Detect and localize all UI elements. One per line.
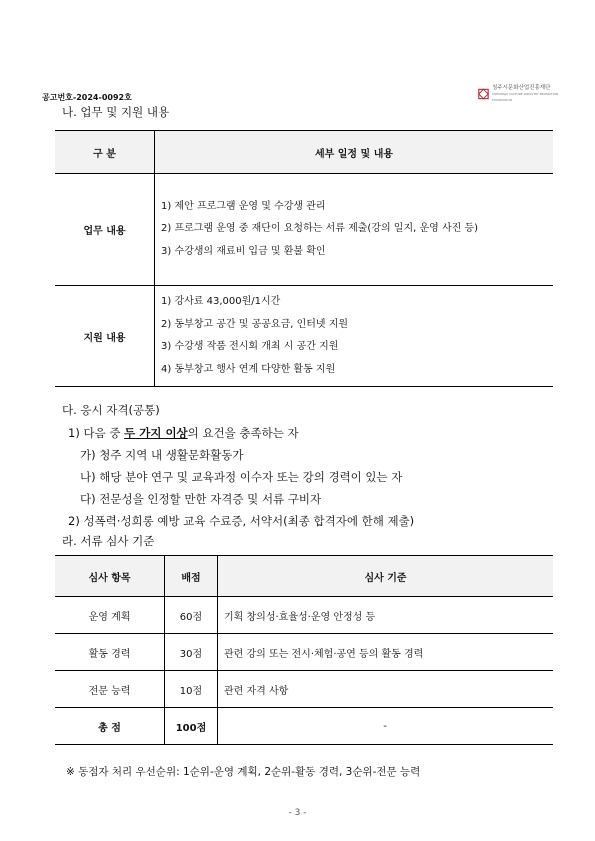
header-category: 구 분 bbox=[55, 131, 155, 174]
list-item: 3) 수강생 작품 전시회 개최 시 공간 지원 bbox=[161, 341, 339, 352]
section-na-title: 나. 업무 및 지원 내용 bbox=[62, 105, 170, 119]
cell-score: 10점 bbox=[165, 671, 218, 708]
section-ra-title: 라. 서류 심사 기준 bbox=[62, 534, 155, 548]
qualification-1-pre: 1) 다음 중 bbox=[68, 426, 125, 440]
qualification-sub-b: 나) 해당 분야 연구 및 교육과정 이수자 또는 강의 경력이 있는 자 bbox=[80, 470, 403, 484]
cell-score: 30점 bbox=[165, 634, 218, 671]
row-label-support: 지원 내용 bbox=[55, 286, 155, 387]
table-row bbox=[55, 174, 553, 286]
screening-criteria-table bbox=[55, 555, 553, 745]
row-label-duty: 업무 내용 bbox=[55, 174, 155, 286]
table-row bbox=[55, 634, 553, 671]
table-row bbox=[55, 671, 553, 708]
list-item: 2) 프로그램 운영 중 재단이 요청하는 서류 제출(강의 일지, 운영 사진 등) bbox=[161, 223, 479, 235]
list-item: 4) 동부창고 행사 연계 다양한 활동 지원 bbox=[161, 363, 336, 375]
header-score: 배점 bbox=[165, 556, 218, 597]
list-item: 2) 동부창고 공간 및 공공요금, 인터넷 지원 bbox=[161, 318, 349, 330]
total-label: 총 점 bbox=[55, 708, 165, 745]
qualification-sub-a: 가) 청주 지역 내 생활문화활동가 bbox=[80, 448, 244, 462]
qualification-1-post: 의 요건을 충족하는 자 bbox=[187, 426, 299, 440]
qualification-2: 2) 성폭력·성희롱 예방 교육 수료증, 서약서(최종 합격자에 한해 제출) bbox=[68, 514, 415, 528]
notice-number: 공고번호-2024-0092호 bbox=[42, 93, 132, 102]
table-header-row bbox=[55, 556, 553, 597]
cell-item: 전문 능력 bbox=[55, 671, 165, 708]
table-header-row bbox=[55, 131, 553, 174]
qualification-1-emphasis: 두 가지 이상 bbox=[124, 426, 188, 440]
header-item: 심사 항목 bbox=[55, 556, 165, 597]
header-criteria: 심사 기준 bbox=[218, 556, 554, 597]
page-number: - 3 - bbox=[288, 808, 307, 818]
total-score: 100점 bbox=[165, 708, 218, 745]
logo-text-ko: 청주시문화산업진흥재단 bbox=[491, 85, 551, 91]
foundation-logo bbox=[478, 86, 560, 102]
table-total-row bbox=[55, 708, 553, 745]
section-da-title: 다. 응시 자격(공통) bbox=[62, 403, 160, 417]
cell-criteria: 기획 창의성·효율성·운영 안정성 등 bbox=[218, 597, 554, 634]
duty-support-table bbox=[55, 130, 553, 387]
list-item: 1) 강사료 43,000원/1시간 bbox=[161, 296, 281, 307]
cell-score: 60점 bbox=[165, 597, 218, 634]
qualification-1 bbox=[68, 425, 299, 441]
cell-criteria: 관련 강의 또는 전시·체험·공연 등의 활동 경력 bbox=[218, 634, 554, 671]
table-row bbox=[55, 286, 553, 387]
qualification-sub-c: 다) 전문성을 인정할 만한 자격증 및 서류 구비자 bbox=[80, 492, 322, 506]
header-details: 세부 일정 및 내용 bbox=[155, 131, 554, 174]
cell-item: 운영 계획 bbox=[55, 597, 165, 634]
table-row bbox=[55, 597, 553, 634]
list-item: 1) 제안 프로그램 운영 및 수강생 관리 bbox=[161, 200, 326, 212]
total-criteria: - bbox=[218, 708, 554, 745]
tie-break-note: ※ 동점자 처리 우선순위: 1순위-운영 계획, 2순위-활동 경력, 3순위-전문 능력 bbox=[66, 766, 421, 778]
logo-text-en: CHEONGJU CULTURE INDUSTRY PROMOTION FOUNDATION bbox=[491, 92, 559, 102]
logo-mark-icon bbox=[478, 87, 489, 101]
cell-item: 활동 경력 bbox=[55, 634, 165, 671]
list-item: 3) 수강생의 재료비 입금 및 환불 확인 bbox=[161, 245, 326, 257]
cell-criteria: 관련 자격 사항 bbox=[218, 671, 554, 708]
